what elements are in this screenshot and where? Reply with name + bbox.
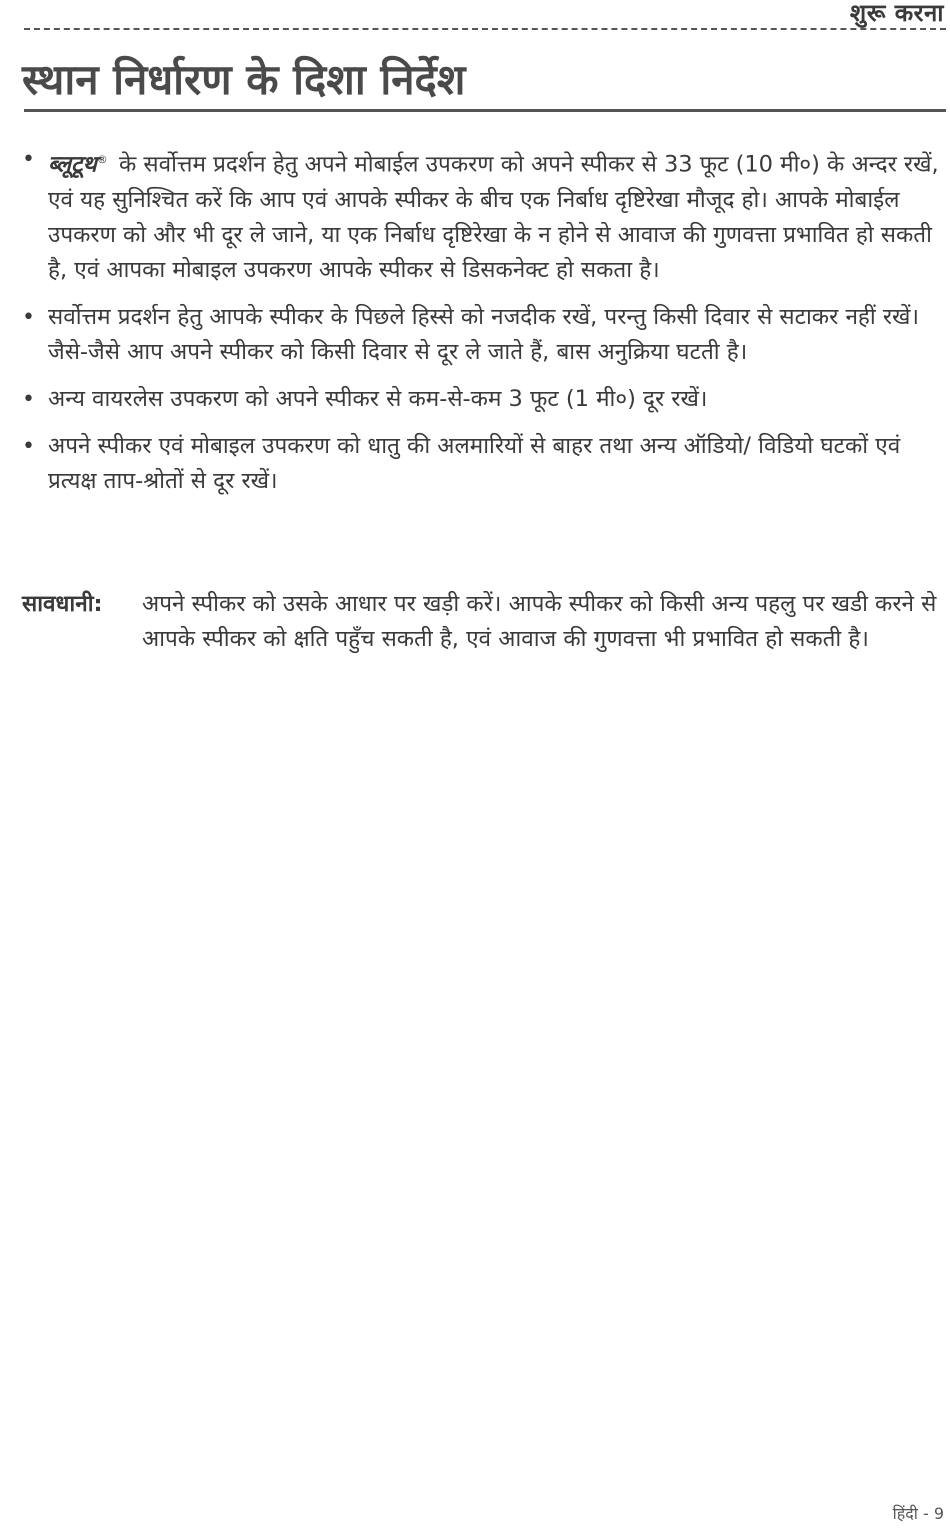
- title-underline: [24, 109, 946, 112]
- list-item-text: के सर्वोत्तम प्रदर्शन हेतु अपने मोबाईल उपकरण को अपने स्पीकर से 33 फूट (10 मी०) के अन्दर रखें, एवं यह सुनिश्चित करें कि आप एवं आपके स्पीकर के बीच एक निर्बाध दृष्टिरेखा मौजूद हो। आपके मोबाईल उपकरण को और भी दूर ले जाने, या एक निर्बाध दृष्टिरेखा के न होने से आवाज की गुणवत्ता प्रभावित हो सकती है, एवं आपका मोबाइल उपकरण आपके स्पीकर से डिसकनेक्ट हो सकता है।: [48, 151, 939, 283]
- list-item-text: सर्वोत्तम प्रदर्शन हेतु आपके स्पीकर के पिछले हिस्से को नजदीक रखें, परन्तु किसी दिवार से सटाकर नहीं रखें। जैसे-जैसे आप अपने स्पीकर को किसी दिवार से दूर ले जाते हैं, बास अनुक्रिया घटती है।: [48, 303, 919, 365]
- bullet-icon: •: [22, 304, 35, 330]
- page-title: स्थान निर्धारण के दिशा निर्देश: [22, 55, 466, 104]
- caution-note: [22, 587, 944, 657]
- running-header: शुरू करना: [849, 0, 944, 27]
- list-item: [22, 142, 944, 288]
- list-item: [22, 382, 944, 417]
- caution-label: सावधानी:: [22, 591, 103, 617]
- bullet-icon: •: [22, 386, 35, 412]
- list-item: [22, 300, 944, 370]
- list-item: [22, 429, 944, 499]
- list-item-text: अन्य वायरलेस उपकरण को अपने स्पीकर से कम-से-कम 3 फूट (1 मी०) दूर रखें।: [48, 385, 708, 412]
- caution-text: अपने स्पीकर को उसके आधार पर खड़ी करें। आपके स्पीकर को किसी अन्य पहलु पर खडी करने से आपके स्पीकर को क्षति पहुँच सकती है, एवं आवाज की गुणवत्ता भी प्रभावित हो सकती है।: [142, 591, 937, 652]
- dashed-divider: [24, 28, 946, 30]
- list-item-text: अपने स्पीकर एवं मोबाइल उपकरण को धातु की अलमारियों से बाहर तथा अन्य ऑडियो/ विडियो घटकों एवं प्रत्यक्ष ताप-श्रोतों से दूर रखें।: [48, 432, 901, 494]
- page-number: हिंदी - 9: [892, 1504, 944, 1523]
- brand-name: ब्लूटूथ: [48, 151, 97, 178]
- bullet-icon: •: [22, 433, 35, 459]
- guideline-list: [22, 142, 944, 511]
- bullet-icon: •: [22, 147, 35, 172]
- registered-mark: ®: [96, 153, 108, 166]
